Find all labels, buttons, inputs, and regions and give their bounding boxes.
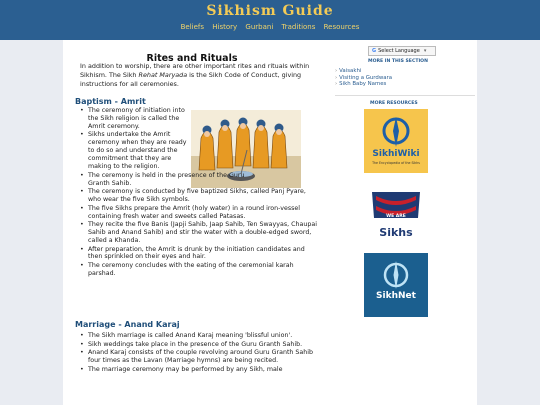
- sikhiwiki-subtitle: The Encyclopedia of the Sikhs: [372, 161, 420, 165]
- section-heading-baptism: Baptism - Amrit: [75, 97, 146, 106]
- khanda-icon: [364, 253, 428, 317]
- list-item: • The five Sikhs prepare the Amrit (holy water) in a round iron-vessel containing fresh water and sweets called Patasas.: [80, 205, 318, 221]
- more-resources-heading: MORE RESOURCES: [370, 101, 418, 106]
- list-item: • The ceremony of initiation into the Sikh religion is called the Amrit ceremony.: [80, 107, 192, 131]
- site-header: [0, 0, 540, 40]
- nav-beliefs[interactable]: Beliefs: [180, 23, 205, 31]
- section-heading-marriage: Marriage - Anand Karaj: [75, 320, 180, 329]
- sidebar-divider: [335, 95, 475, 96]
- rehat-maryada-term: Rehat Maryada: [138, 71, 188, 79]
- site-logo[interactable]: Sikhism Guide: [206, 3, 334, 19]
- sikhiwiki-ad[interactable]: [364, 109, 428, 173]
- list-item: • After preparation, the Amrit is drunk by the initiation candidates and then sprinkled on their eyes and hair.: [80, 246, 318, 262]
- link-vaisakhi[interactable]: › Vaisakhi: [335, 68, 362, 74]
- list-item: • Sikh weddings take place in the presence of the Guru Granth Sahib.: [80, 341, 318, 349]
- we-are-label: WE ARE: [386, 214, 406, 219]
- section-links: [335, 68, 392, 88]
- sikhnet-title: SikhNet: [376, 291, 416, 301]
- list-item: • The marriage ceremony may be performed by any Sikh, male: [80, 366, 318, 374]
- sikhs-title: Sikhs: [379, 226, 413, 239]
- sidebar: [335, 40, 477, 405]
- language-select-label: Select Language: [378, 48, 420, 54]
- intro-paragraph: In addition to worship, there are other important rites and rituals within Sikhism. The Sikh Rehat Maryada is the Sikh Code of Conduct, giving instructions for all ceremonies.: [80, 62, 310, 88]
- more-in-section-heading: MORE IN THIS SECTION: [368, 59, 428, 64]
- we-are-sikhs-ad[interactable]: [364, 182, 428, 246]
- list-item: • Sikhs undertake the Amrit ceremony when they are ready to do so and understand the commitment that they are making to the religion.: [80, 131, 192, 171]
- list-item: • They recite the five Banis (Japji Sahib, Jaap Sahib, Ten Swayyas, Chaupai Sahib and Anand Sahib) and stir the water with a double-edged sword, called a Khanda.: [80, 221, 318, 245]
- marriage-list: [80, 332, 318, 374]
- list-item: • The ceremony is held in the presence of the Guru Granth Sahib.: [80, 172, 256, 188]
- google-g-icon: G: [372, 48, 377, 54]
- page-title: Rites and Rituals: [146, 53, 238, 64]
- list-item: • The Sikh marriage is called Anand Karaj meaning 'blissful union'.: [80, 332, 318, 340]
- language-select[interactable]: [368, 46, 436, 56]
- nav-traditions[interactable]: Traditions: [281, 23, 316, 31]
- chevron-down-icon: ▾: [423, 48, 427, 54]
- page-content: [63, 40, 477, 405]
- nav-resources[interactable]: Resources: [323, 23, 360, 31]
- nav-history[interactable]: History: [212, 23, 238, 31]
- list-item: • The ceremony concludes with the eating of the ceremonial karah parshad.: [80, 262, 318, 278]
- list-item: • The ceremony is conducted by five baptized Sikhs, called Panj Pyare, who wear the five Sikh symbols.: [80, 188, 318, 204]
- baptism-list: [80, 107, 318, 279]
- link-visiting-gurdwara[interactable]: › Visiting a Gurdwara: [335, 74, 393, 81]
- article: [63, 40, 321, 405]
- link-sikh-baby-names[interactable]: › Sikh Baby Names: [335, 81, 387, 88]
- main-nav: [0, 23, 540, 31]
- nav-gurbani[interactable]: Gurbani: [245, 23, 274, 31]
- list-item: • Anand Karaj consists of the couple revolving around Guru Granth Sahib four times as the Lavan (Marriage hymns) are being recited.: [80, 349, 318, 365]
- sikhnet-ad[interactable]: [364, 253, 428, 317]
- sikhiwiki-title: SikhiWiki: [372, 149, 420, 159]
